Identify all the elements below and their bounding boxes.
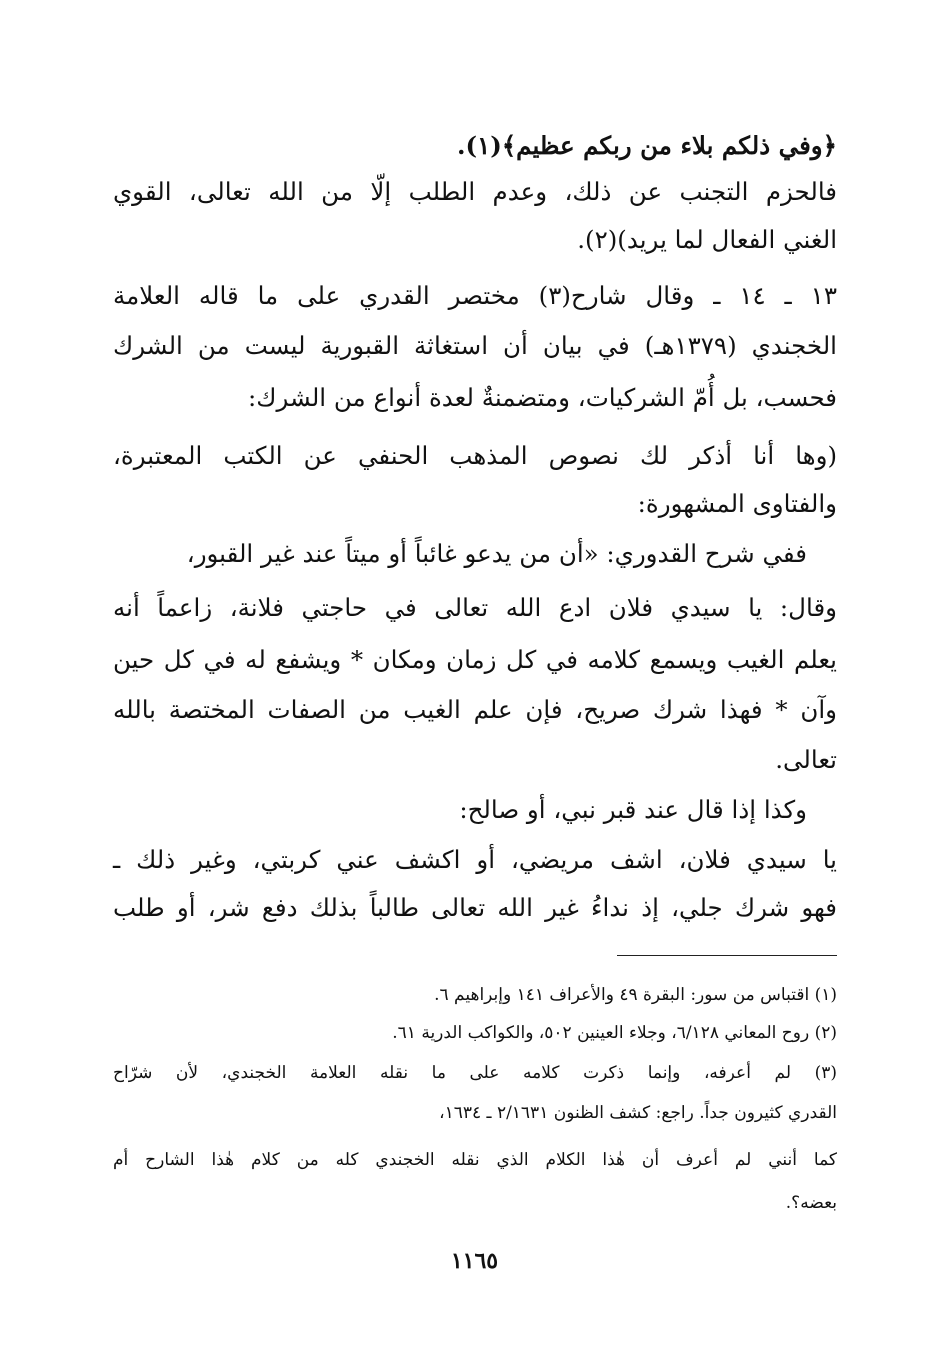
body-line: (وها أنا أذكر لك نصوص المذهب الحنفي عن الكتب المعتبرة، <box>113 441 837 470</box>
footnote: (٣) لم أعرفه، وإنما ذكرت كلامه على ما نقله العلامة الخجندي، لأن شرّاح <box>113 1063 837 1083</box>
footnote: القدري كثيرون جداً. راجع: كشف الظنون ٢/١٦٣١ ـ ١٦٣٤، <box>439 1103 837 1123</box>
footnote: (١) اقتباس من سور: البقرة ٤٩ والأعراف ١٤١ وإبراهيم ٦. <box>434 985 837 1005</box>
body-line: تعالى. <box>775 745 837 774</box>
body-line: وقال: يا سيدي فلان ادع الله تعالى في حاجتي فلانة، زاعماً أنه <box>113 593 837 622</box>
body-line: فالحزم التجنب عن ذلك، وعدم الطلب إلّا من الله تعالى، القوي <box>113 177 837 206</box>
quran-verse-line: ﴿وفي ذلكم بلاء من ربكم عظيم﴾(١). <box>456 131 837 160</box>
body-line: يعلم الغيب ويسمع كلامه في كل زمان ومكان * ويشفع له في كل حين <box>113 645 837 674</box>
body-line: فحسب، بل أُمّ الشركيات، ومتضمنةٌ لعدة أنواع من الشرك: <box>248 383 837 412</box>
body-line: وآن * فهذا شرك صريح، فإن علم الغيب من الصفات المختصة بالله <box>113 695 837 724</box>
page-number: ١١٦٥ <box>450 1248 499 1274</box>
body-line: ففي شرح القدوري: «أن من يدعو غائباً أو ميتاً عند غير القبور، <box>186 539 807 568</box>
body-line: وكذا إذا قال عند قبر نبي، أو صالح: <box>459 795 807 824</box>
footnote-separator <box>617 955 837 956</box>
body-line: فهو شرك جلي، إذ نداءُ غير الله تعالى طالباً بذلك دفع شر، أو طلب <box>113 893 837 922</box>
body-line: الغني الفعال لما يريد)(٢). <box>577 225 837 254</box>
footnote: (٢) روح المعاني ٦/١٢٨، وجلاء العينين ٥٠٢، والكواكب الدرية ٦١. <box>392 1023 837 1043</box>
footnote: بعضه؟. <box>785 1193 837 1213</box>
body-line: ١٣ ـ ١٤ ـ وقال شارح(٣) مختصر القدري على ما قاله العلامة <box>113 281 837 310</box>
footnote: كما أنني لم أعرف أن هٰذا الكلام الذي نقله الخجندي كله من كلام هٰذا الشارح أم <box>113 1150 837 1170</box>
body-line: الخجندي (١٣٧٩هـ) في بيان أن استغاثة القبورية ليست من الشرك <box>113 331 837 360</box>
body-line: والفتاوى المشهورة: <box>637 489 837 518</box>
body-line: يا سيدي فلان، اشف مريضي، أو اكشف عني كربتي، وغير ذلك ـ <box>113 845 837 874</box>
